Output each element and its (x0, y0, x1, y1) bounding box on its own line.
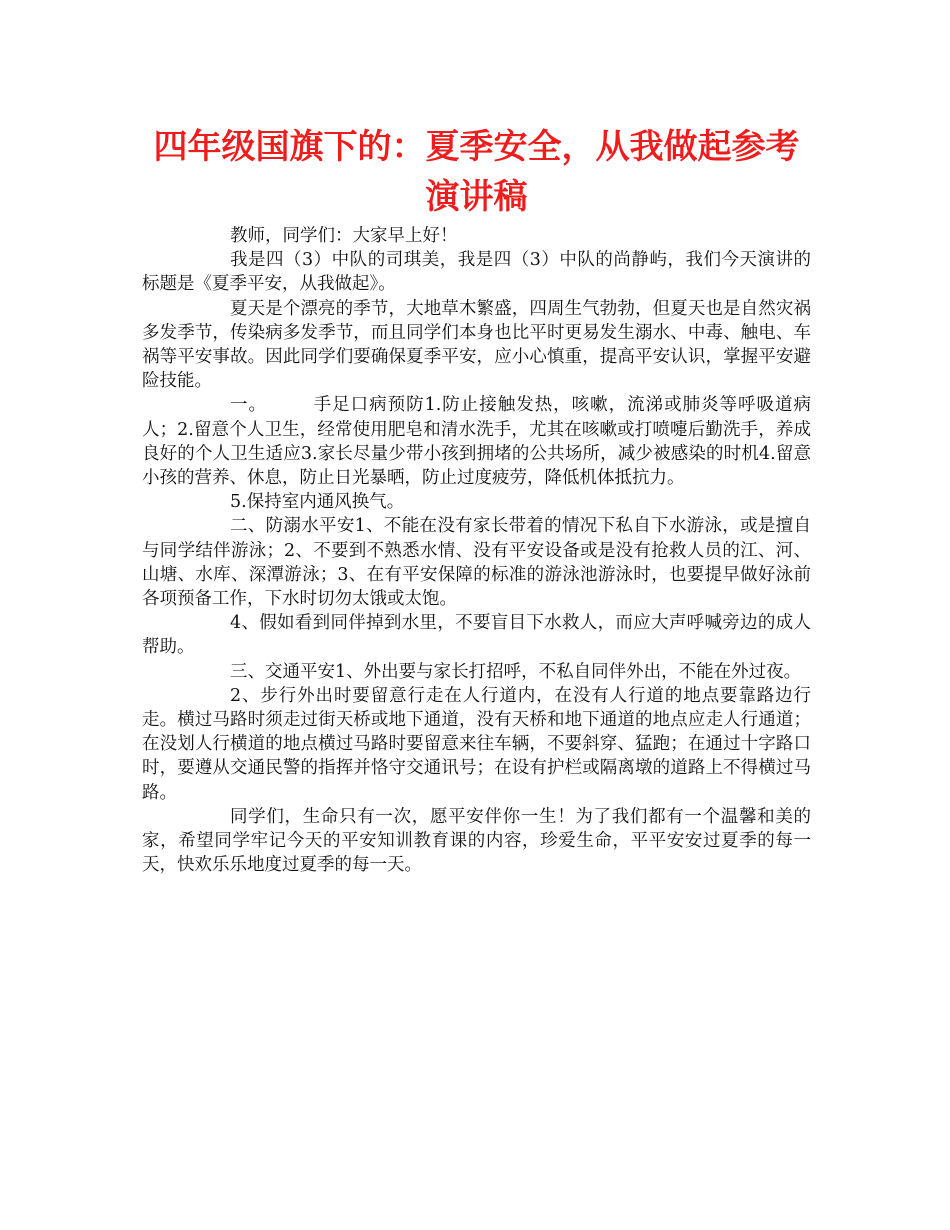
paragraph-rescue-advice: 4、假如看到同伴掉到水里，不要盲目下水救人，而应大声呼喊旁边的成人帮助。 (142, 613, 811, 658)
paragraph-traffic-safety: 三、交通平安1、外出要与家长打招呼，不私自同伴外出，不能在外过夜。 (230, 661, 802, 682)
paragraph-greeting: 教师，同学们：大家早上好！ (230, 226, 458, 246)
paragraph-hfmd-prevention: 一。 手足口病预防1.防止接触发热，咳嗽，流涕或肺炎等呼吸道病人；2.留意个人卫生，经常使用肥皂和清水洗手，尤其在咳嗽或打喷嚏后勤洗手，养成良好的个人卫生适应3.家长尽量少带小孩到拥堵的公共场所，减少被感染的时机4.留意小孩的营养、休息，防止日光暴晒，防止过度疲劳，降低机体抵抗力。 (142, 395, 811, 489)
paragraph-intro: 我是四（3）中队的司琪美，我是四（3）中队的尚静屿，我们今天演讲的标题是《夏季平安，从我做起》。 (142, 250, 811, 295)
document-body (142, 224, 811, 877)
paragraph-summer: 夏天是个漂亮的季节，大地草木繁盛，四周生气勃勃，但夏天也是自然灾祸多发季节，传染病多发季节，而且同学们本身也比平时更易发生溺水、中毒、触电、车祸等平安事故。因此同学们要确保夏季平安，应小心慎重，提高平安认识，掌握平安避险技能。 (142, 298, 811, 392)
paragraph-closing: 同学们，生命只有一次，愿平安伴你一生！为了我们都有一个温馨和美的家，希望同学牢记今天的平安知训教育课的内容，珍爱生命，平平安安过夏季的每一天，快欢乐乐地度过夏季的每一天。 (142, 806, 811, 876)
document-page (142, 122, 811, 877)
paragraph-ventilation: 5.保持室内通风换气。 (230, 492, 405, 513)
document-title: 四年级国旗下的：夏季安全，从我做起参考演讲稿 (153, 127, 800, 217)
paragraph-walking-rules: 2、步行外出时要留意行走在人行道内，在没有人行道的地点要靠路边行走。横过马路时须走过街天桥或地下通道，没有天桥和地下通道的地点应走人行通道；在没划人行横道的地点横过马路时要留意来往车辆，不要斜穿、猛跑；在通过十字路口时，要遵从交通民警的指挥并恪守交通讯号；在设有护栏或隔离墩的道路上不得横过马路。 (142, 685, 811, 803)
paragraph-drowning-prevention: 二、防溺水平安1、不能在没有家长带着的情况下私自下水游泳，或是擅自与同学结伴游泳；2、不要到不熟悉水情、没有平安设备或是没有抢救人员的江、河、山塘、水库、深潭游泳；3、在有平安保障的标准的游泳池游泳时，也要提早做好泳前各项预备工作，下水时切勿太饿或太饱。 (142, 516, 811, 610)
